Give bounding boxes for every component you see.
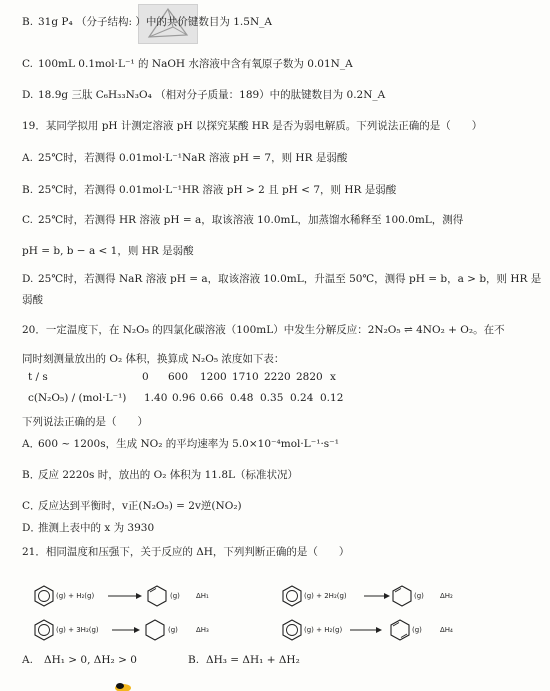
benzene-ring-icon: [35, 586, 53, 606]
reaction-4-dh: ΔH₄: [440, 626, 453, 634]
reaction-1-dh: ΔH₁: [196, 592, 209, 600]
cyclohexane-ring-icon: [146, 620, 164, 640]
benzene-ring-icon: [283, 586, 301, 606]
benzene-ring-icon: [283, 620, 301, 640]
reaction-3-dh: ΔH₃: [196, 626, 209, 634]
reaction-1-left: (g) + H₂(g): [56, 592, 95, 600]
reaction-1-right: (g): [170, 592, 180, 600]
benzene-ring-icon: [35, 620, 53, 640]
reaction-scheme: [0, 568, 550, 648]
exam-page: B. 31g P₄ （分子结构: ）中的共价键数目为 1.5N_A C. 100mL 0.1mol·L⁻¹ 的 NaOH 水溶液中含有氧原子数为 0.01N_A D. 18.9g 三肽 C₆H₃₃N₃O₄ （相对分子质量：189）中的肽键数目为 0.2N_A 19．某同学拟用 pH 计测定溶液 pH 以探究某酸 HR 是否为弱电解质。下列说法正确的是（ ） A. 25℃时，若测得 0.01mol·L⁻¹NaR 溶液 pH = 7，则 HR 是弱酸 B. 25℃时，若测得 0.01mol·L⁻¹HR 溶液 pH > 2 且 pH < 7，则 HR 是弱酸 C. 25℃时，若测得 HR 溶液 pH = a，取该溶液 10.0mL，加蒸馏水稀释至 100.0mL，测得 pH = b, b − a < 1，则 HR 是弱酸 D. 25℃时，若测得 NaR 溶液 pH = a，取该溶液 10.0mL，升温至 50℃，测得 pH = b，a > b，则 HR 是 弱酸 20．一定温度下，在 N₂O₅ 的四氯化碳溶液（100mL）中发生分解反应：2N₂O₅ ⇌ 4NO₂ + O₂。在不 同时刻测量放出的 O₂ 体积，换算成 N₂O₅ 浓度如下表： t / s 0 600 1200 1710 2220 2820 x c(N₂O₅) / (mol·L⁻¹) 1.40 0.96 0.66 0.48 0.35 0.24 0.12 下列说法正确的是（ ） A． 600 ~ 1200s，生成 NO₂ 的平均速率为 5.0×10⁻⁴mol·L⁻¹·s⁻¹ B． 反应 2220s 时，放出的 O₂ 体积为 11.8L（标准状况） C． 反应达到平衡时，v正(N₂O₅) = 2v逆(NO₂) D． 推测上表中的 x 为 3930 21．相同温度和压强下，关于反应的 ΔH，下列判断正确的是（ ） (g) + H₂(g) (g) ΔH₁ (g) + 2H₂(g) (g) ΔH₂ (g) + 3H₂(g) (g) ΔH₃ (g) + H₂(g) (g) ΔH₄ A. ΔH₁ > 0, ΔH₂ > 0 B. ΔH₃ = ΔH₁ + ΔH₂: [0, 0, 550, 691]
reaction-4-right: (g): [412, 626, 422, 634]
cyclohexadiene-ring-icon: [148, 586, 166, 606]
reaction-2-left: (g) + 2H₂(g): [304, 592, 347, 600]
reaction-2-right: (g): [414, 592, 424, 600]
reaction-3-right: (g): [168, 626, 178, 634]
cyclohexadiene-ring-icon: [391, 620, 409, 640]
mascot-icon: [112, 680, 134, 691]
cyclohexene-ring-icon: [393, 586, 411, 606]
reaction-3-left: (g) + 3H₂(g): [56, 626, 99, 634]
reaction-2-dh: ΔH₂: [440, 592, 453, 600]
reaction-4-left: (g) + H₂(g): [304, 626, 343, 634]
